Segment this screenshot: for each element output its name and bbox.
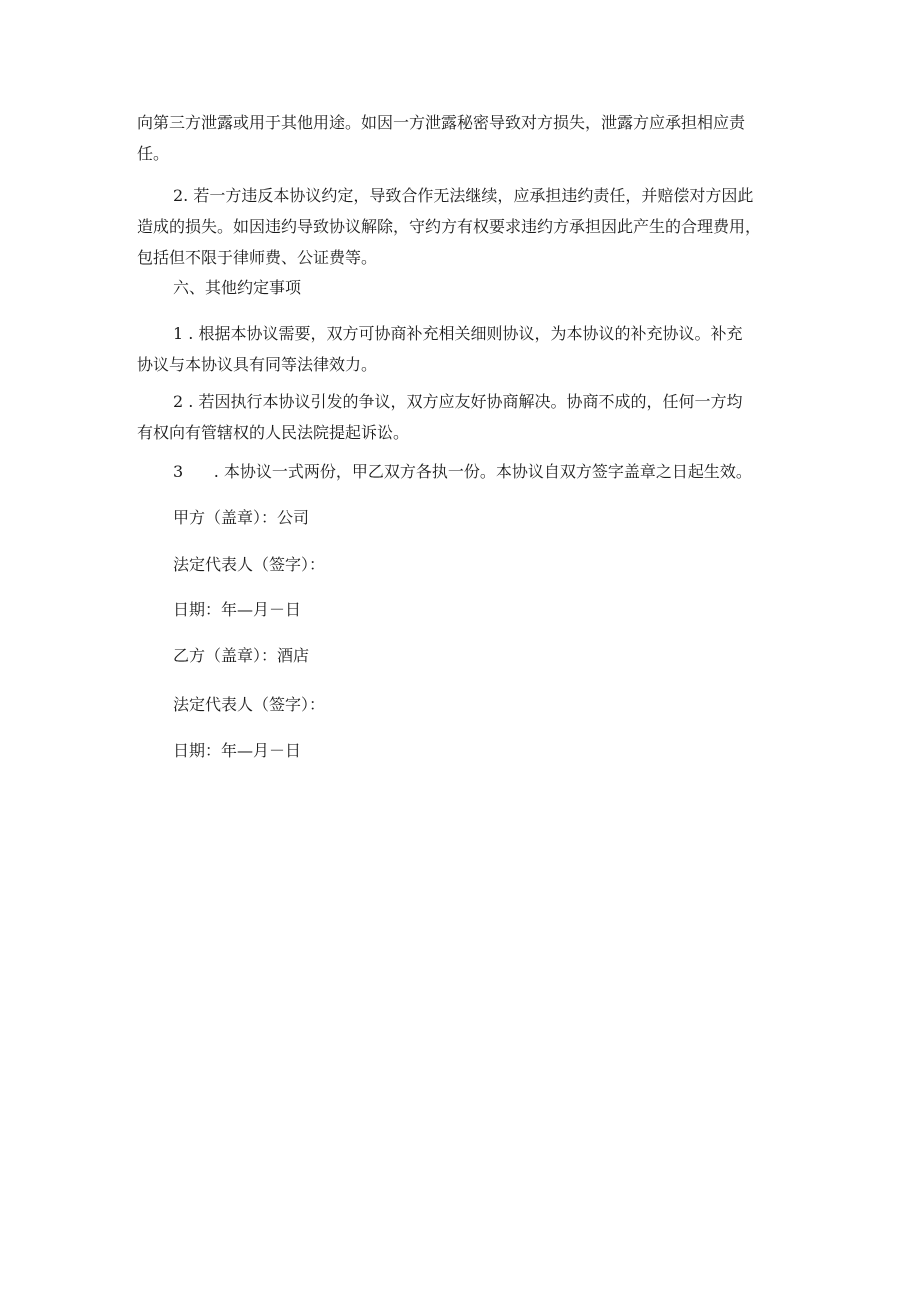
text-line: 2 . 若因执行本协议引发的争议，双方应友好协商解决。协商不成的，任何一方均 — [173, 392, 743, 411]
text-line: 3 . 本协议一式两份，甲乙双方各执一份。本协议自双方签字盖章之日起生效。 — [173, 462, 752, 481]
text-line: 包括但不限于律师费、公证费等。 — [137, 248, 378, 267]
text-line: 1 . 根据本协议需要，双方可协商补充相关细则协议，为本协议的补充协议。补充 — [173, 324, 743, 343]
text-line: 协议与本协议具有同等法律效力。 — [137, 355, 378, 374]
party-a-date: 日期：年—月－日 — [173, 600, 302, 619]
text-line: 2. 若一方违反本协议约定，导致合作无法继续，应承担违约责任，并赔偿对方因此 — [173, 186, 754, 205]
party-b-representative: 法定代表人（签字）： — [173, 695, 326, 714]
breach-paragraph — [137, 180, 785, 273]
text-line: 任。 — [137, 144, 170, 163]
party-a-representative: 法定代表人（签字）： — [173, 555, 326, 574]
confidentiality-paragraph — [137, 107, 785, 169]
party-b-seal: 乙方（盖章）：酒店 — [173, 646, 310, 665]
party-a-seal: 甲方（盖章）：公司 — [173, 508, 310, 527]
other-item-3 — [137, 456, 785, 487]
text-line: 向第三方泄露或用于其他用途。如因一方泄露秘密导致对方损失，泄露方应承担相应责 — [137, 113, 746, 132]
text-line: 有权向有管辖权的人民法院提起诉讼。 — [137, 423, 410, 442]
section-heading: 六、其他约定事项 — [173, 278, 302, 297]
other-item-2 — [137, 386, 785, 448]
other-item-1 — [137, 318, 785, 380]
party-b-date: 日期：年—月－日 — [173, 741, 302, 760]
text-line: 造成的损失。如因违约导致协议解除，守约方有权要求违约方承担因此产生的合理费用， — [137, 217, 762, 236]
